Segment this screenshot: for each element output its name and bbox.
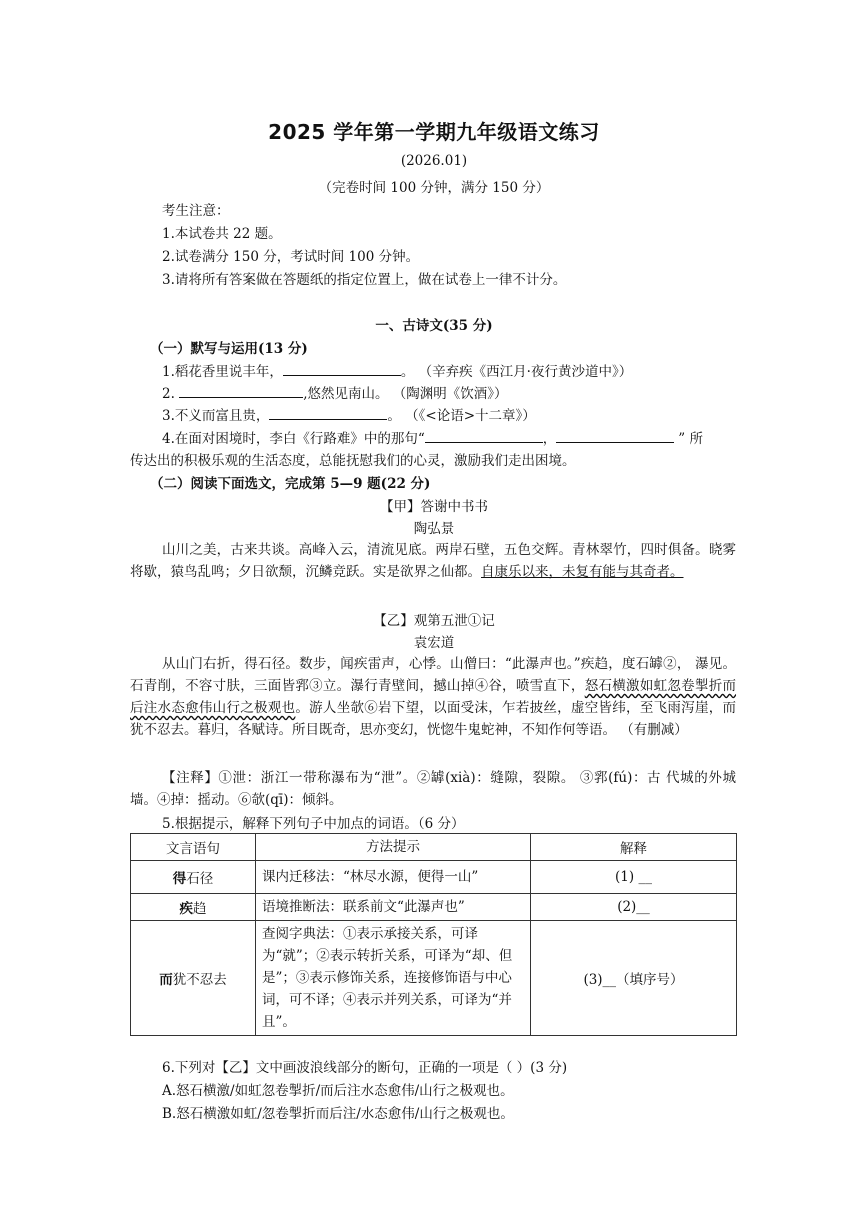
passage-b-part2: 。游人坐欹⑥岩下望，以面受沫，乍若披丝，虚空皆纬，至飞雨泻崖，而犹不忍去。暮归，各赋诗。所目既奇，思亦变幻，恍惚牛鬼蛇神，不知作何等语。 （有删减） (130, 700, 737, 738)
passage-b-wavy: 怒石横激如虹忽卷掣折而后注水态愈伟山行之极观也 (130, 678, 737, 716)
table-row (131, 921, 737, 1036)
table-row (131, 894, 737, 921)
q4-text-a: 4.在面对困境时，李白《行路难》中的那句“ (162, 431, 425, 447)
answer-blank (556, 428, 674, 443)
notes: 【注释】①泄：浙江一带称瀑布为“泄”。②罅(xià)：缝隙，裂隙。 ③郛(fú)：古 代城的外城墙。④掉：摇动。⑥欹(qī)：倾斜。 (130, 770, 736, 808)
hint-cell: 查阅字典法：①表示承接关系，可译为“就”；②表示转折关系，可译为“却、但是”；③表示修饰关系，连接修饰语与中心词，可不译；④表示并列关系，可译为“并且”。 (256, 921, 531, 1036)
hint-cell: 课内迁移法：“林尽水源，便得一山” (256, 861, 531, 894)
q6-option: A.怒石横激/如虹忽卷掣折/而后注水态愈伟/山行之极观也。 (162, 1083, 514, 1099)
sentence-cell (131, 861, 256, 894)
dotted-word: 得 (172, 871, 187, 887)
answer-blank (283, 361, 401, 376)
dotted-word: 而 (159, 972, 173, 988)
q6-option: B.怒石横激如虹/忽卷掣折而后注/水态愈伟/山行之极观也。 (162, 1106, 514, 1122)
q1-text: 1.稻花香里说丰年， (162, 364, 283, 380)
sentence-rest: 石径 (186, 871, 214, 887)
q5-stem: 5.根据提示，解释下列句子中加点的词语。（6 分） (162, 816, 465, 832)
passage-a-underlined: 自康乐以来，未复有能与其奇者。 (481, 564, 684, 580)
passage-a-text (130, 539, 736, 583)
table-header: 文言语句 (131, 834, 256, 861)
passage-b-author: 袁宏道 (413, 635, 455, 651)
q2-num: 2. (162, 386, 175, 402)
passage-b-text (130, 653, 736, 741)
q5-table (130, 833, 737, 1036)
q1-source: 。 （辛弃疾《西江月·夜行黄沙道中》） (400, 364, 633, 380)
q4-text-c: ” 所 (678, 431, 703, 447)
answer-cell: (1) __ (531, 861, 737, 894)
q3-source: 。 （《<论语>十二章》） (387, 408, 536, 424)
passage-b-part1: 从山门右折，得石径。数步，闻疾雷声，心悸。山僧曰：“此瀑声也。”疾趋，度石罅②， 瀑见。石青削，不容寸肤，三面皆郛③立。瀑行青壁间，撼山掉④谷，喷雪直下， (130, 656, 736, 694)
question-2 (162, 382, 508, 402)
table-header-row (131, 834, 737, 861)
page-title: 2025 学年第一学期九年级语文练习 (268, 120, 600, 144)
question-3 (162, 404, 536, 424)
notice-item: 2.试卷满分 150 分，考试时间 100 分钟。 (162, 249, 420, 265)
sentence-rest: 犹不忍去 (172, 972, 227, 988)
exam-time-score: （完卷时间 100 分钟，满分 150 分） (318, 180, 550, 196)
sentence-cell (131, 921, 256, 1036)
notice-heading: 考生注意： (162, 203, 230, 219)
question-1 (162, 360, 632, 380)
passage-a-title: 【甲】答谢中书书 (380, 499, 488, 515)
q4-line2: 传达出的积极乐观的生活态度，总能抚慰我们的心灵，激励我们走出困境。 (130, 453, 576, 469)
table-header: 解释 (531, 834, 737, 861)
notice-item: 1.本试卷共 22 题。 (162, 226, 282, 242)
answer-blank (269, 405, 387, 420)
sentence-rest: 趋 (193, 901, 207, 917)
table-row (131, 861, 737, 894)
answer-cell: (3)__（填序号） (531, 921, 737, 1036)
sentence-cell (131, 894, 256, 921)
q6-stem: 6.下列对【乙】文中画波浪线部分的断句，正确的一项是（ ）(3 分) (162, 1060, 568, 1076)
passage-a-plain: 山川之美，古来共谈。高峰入云，清流见底。两岸石壁，五色交辉。青林翠竹，四时俱备。晓雾将歇，猿鸟乱鸣；夕日欲颓，沉鳞竞跃。实是欲界之仙都。 (130, 542, 736, 580)
question-4 (162, 427, 703, 447)
table-header: 方法提示 (256, 834, 531, 861)
part2-title: （二）阅读下面选文，完成第 5—9 题(22 分) (150, 476, 431, 492)
dotted-word: 疾 (179, 901, 193, 917)
q2-text: ,悠然见南山。 （陶渊明《饮酒》） (303, 386, 508, 402)
hint-cell: 语境推断法：联系前文“此瀑声也” (256, 894, 531, 921)
answer-blank (179, 383, 303, 398)
notice-item: 3.请将所有答案做在答题纸的指定位置上，做在试卷上一律不计分。 (162, 272, 567, 288)
part1-title: （一）默写与运用(13 分) (150, 341, 308, 357)
passage-a-author: 陶弘景 (413, 521, 455, 537)
answer-blank (425, 428, 543, 443)
answer-cell: (2)__ (531, 894, 737, 921)
exam-date: (2026.01) (400, 153, 468, 169)
q3-text: 3.不义而富且贵， (162, 408, 270, 424)
section-title: 一、古诗文(35 分) (375, 318, 493, 334)
passage-b-title: 【乙】观第五泄①记 (373, 613, 495, 629)
q4-text-b: ， (542, 431, 557, 447)
